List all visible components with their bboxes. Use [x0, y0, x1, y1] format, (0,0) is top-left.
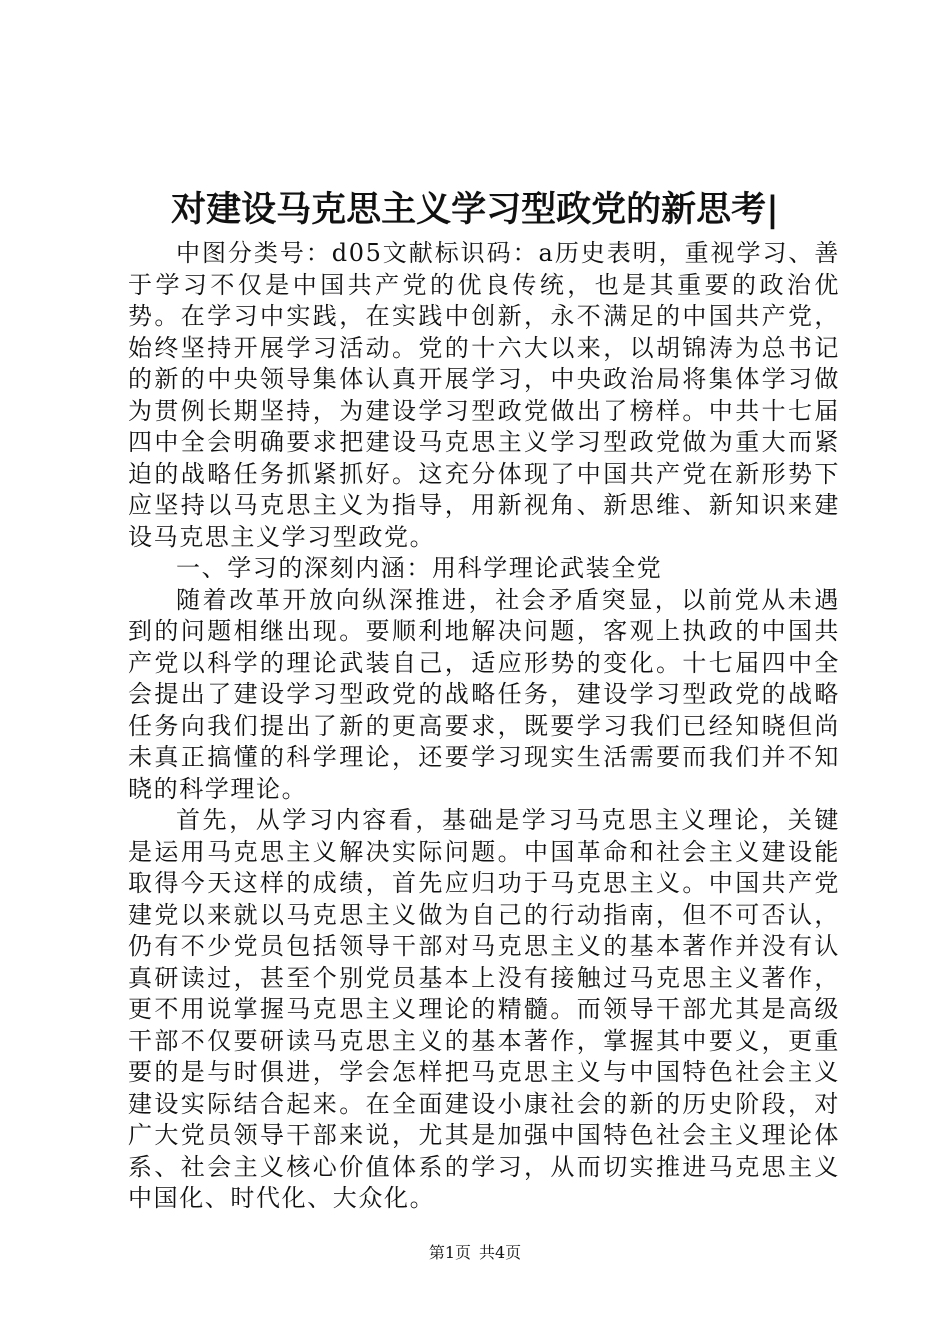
section-heading: 一、学习的深刻内涵：用科学理论武装全党: [176, 554, 663, 582]
paragraph-reform: 随着改革开放向纵深推进，社会矛盾突显，以前党从未遇到的问题相继出现。要顺利地解决问题，客观上执政的中国共产党以科学的理论武装自己，适应形势的变化。十七届四中全会提出了建设学习型政党的战略任务，建设学习型政党的战略任务向我们提出了新的更高要求，既要学习我们已经知晓但尚未真正搞懂的科学理论，还要学习现实生活需要而我们并不知晓的科学理论。: [128, 585, 840, 803]
paragraph-first: 首先，从学习内容看，基础是学习马克思主义理论，关键是运用马克思主义解决实际问题。中国革命和社会主义建设能取得今天这样的成绩，首先应归功于马克思主义。中国共产党建党以来就以马克思主义做为自己的行动指南，但不可否认，仍有不少党员包括领导干部对马克思主义的基本著作并没有认真研读过，甚至个别党员基本上没有接触过马克思主义著作，更不用说掌握马克思主义理论的精髓。而领导干部尤其是高级干部不仅要研读马克思主义的基本著作，掌握其中要义，更重要的是与时俱进，学会怎样把马克思主义与中国特色社会主义建设实际结合起来。在全面建设小康社会的新的历史阶段，对广大党员领导干部来说，尤其是加强中国特色社会主义理论体系、社会主义核心价值体系的学习，从而切实推进马克思主义中国化、时代化、大众化。: [128, 806, 840, 1212]
paragraph-intro: 中图分类号：d05文献标识码：a历史表明，重视学习、善于学习不仅是中国共产党的优良传统，也是其重要的政治优势。在学习中实践，在实践中创新，永不满足的中国共产党，始终坚持开展学习活动。党的十六大以来，以胡锦涛为总书记的新的中央领导集体认真开展学习，中央政治局将集体学习做为贯例长期坚持，为建设学习型政党做出了榜样。中共十七届四中全会明确要求把建设马克思主义学习型政党做为重大而紧迫的战略任务抓紧抓好。这充分体现了中国共产党在新形势下应坚持以马克思主义为指导，用新视角、新思维、新知识来建设马克思主义学习型政党。: [128, 239, 840, 551]
page-number: 第1页: [428, 1243, 471, 1262]
page-total: 共4页: [479, 1243, 522, 1262]
document-body: [128, 238, 840, 1215]
document-title: 对建设马克思主义学习型政党的新思考|: [171, 189, 779, 230]
page-footer: [0, 1243, 950, 1263]
